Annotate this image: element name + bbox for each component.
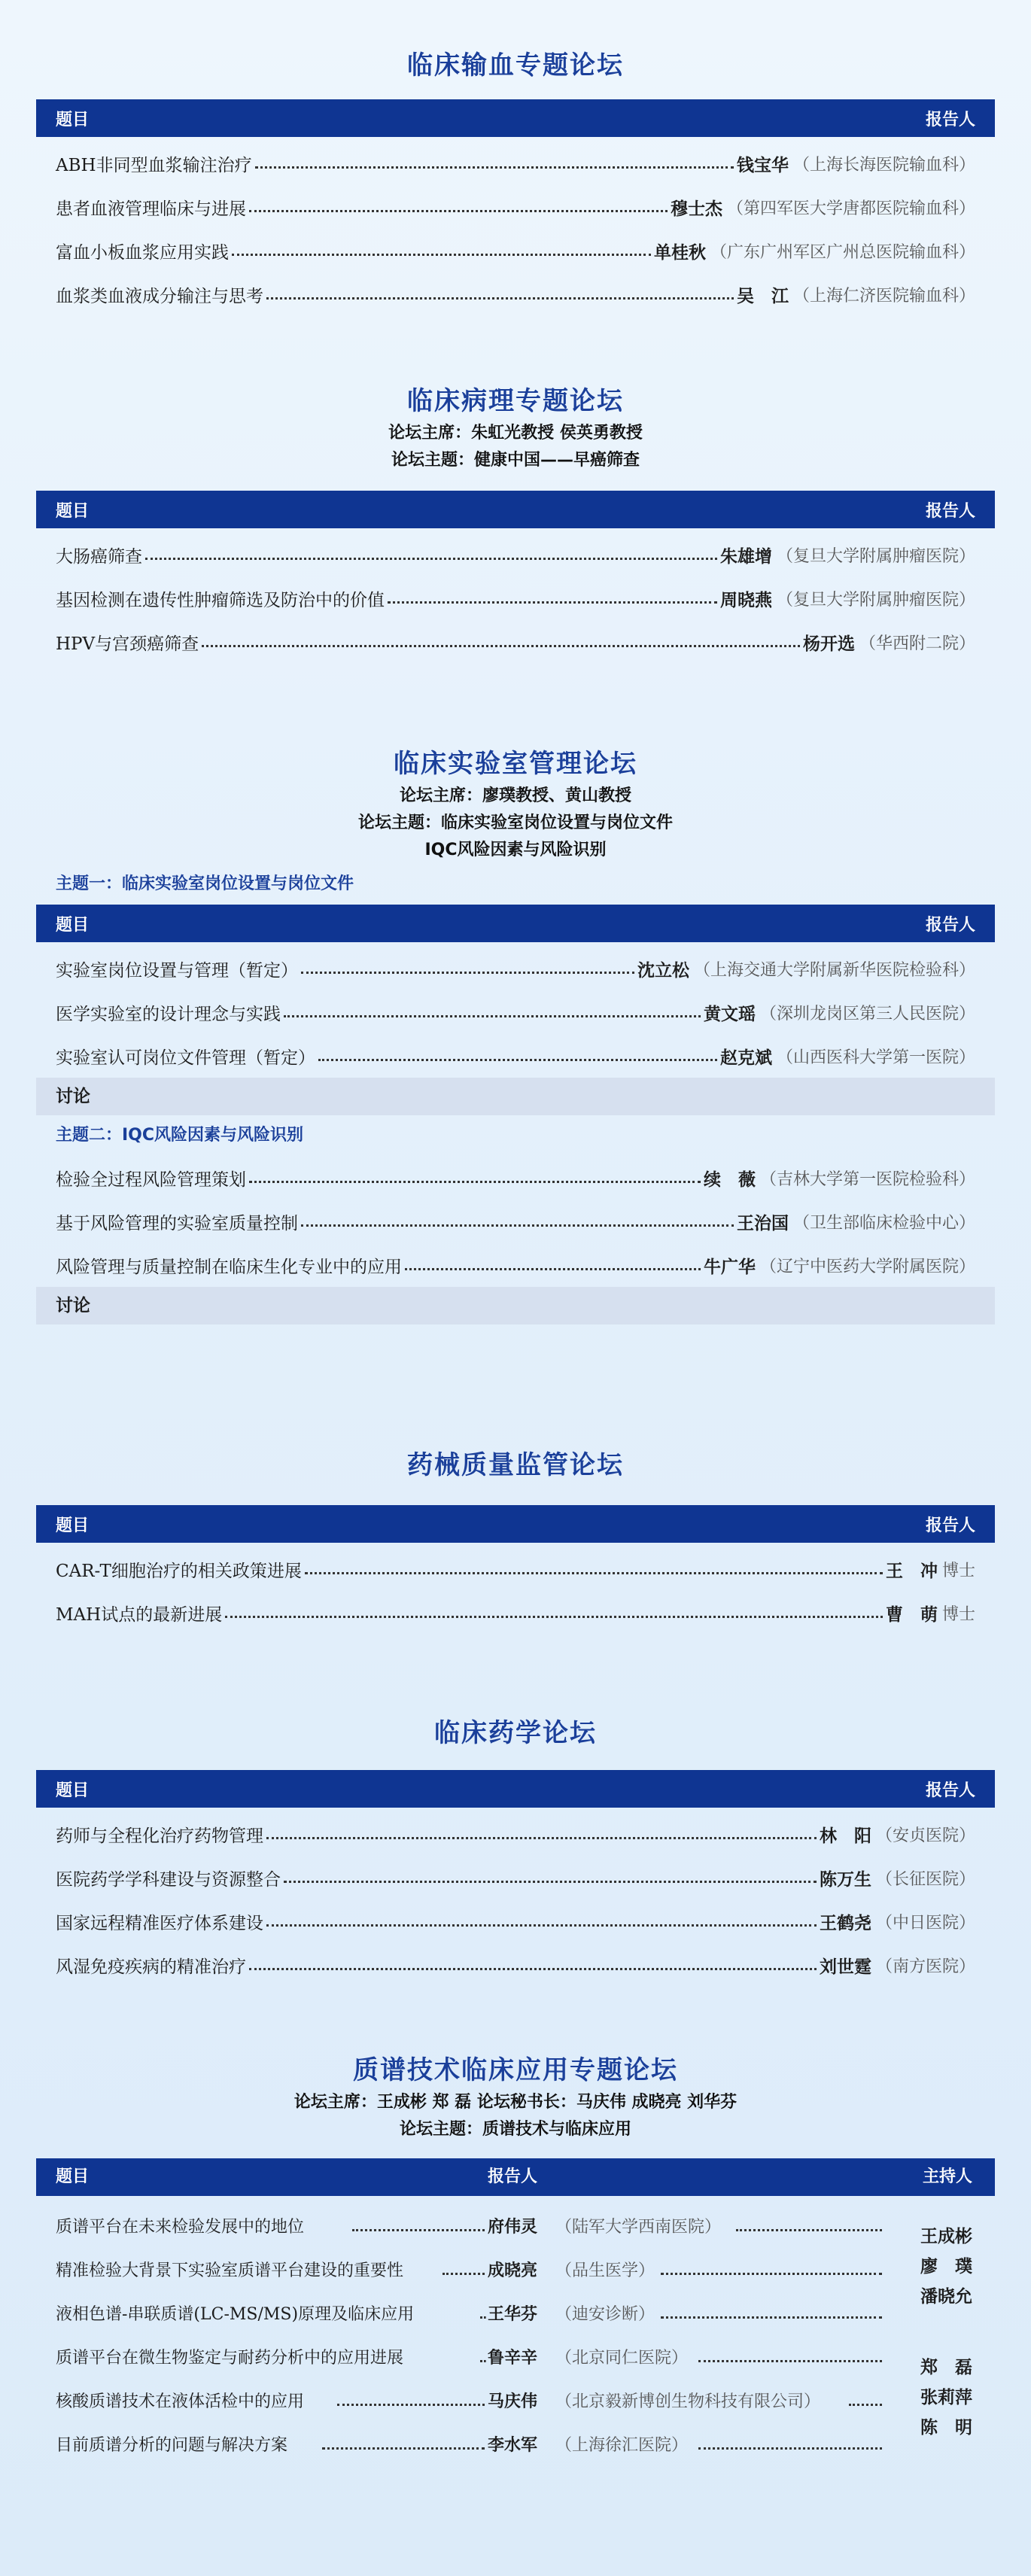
topic: 液相色谱-串联质谱(LC-MS/MS)原理及临床应用 [56,2304,415,2324]
forum-theme: 论坛主题：临床实验室岗位设置与岗位文件 [357,814,673,832]
affiliation: （上海长海医院输血科） [792,155,975,175]
affiliation: （辽宁中医药大学附属医院） [759,1257,975,1276]
affiliation: （中日医院） [875,1913,975,1933]
host-name: 郑 磊 [920,2357,972,2377]
table-header [36,1770,995,1808]
speaker: 周晓燕 [719,589,772,610]
topic: 风险管理与质量控制在临床生化专业中的应用 [56,1257,402,1277]
header-topic: 题目 [56,110,90,129]
host-name: 廖 璞 [920,2256,972,2276]
agenda-row [36,1243,995,1287]
topic: 医院药学学科建设与资源整合 [56,1869,281,1890]
affiliation: （南方医院） [875,1957,975,1976]
speaker: 曹 萌 [885,1604,938,1625]
topic: ABH非同型血浆输注治疗 [56,155,252,175]
affiliation: （华西附二院） [859,634,975,653]
affiliation: （吉林大学第一医院检验科） [759,1169,975,1189]
speaker: 府伟灵 [488,2216,538,2237]
table-header [36,2158,995,2196]
agenda-row [36,1812,995,1856]
leader-dots [405,1268,701,1270]
topic: 精准检验大背景下实验室质谱平台建设的重要性 [56,2261,404,2280]
agenda-row [36,2291,995,2334]
affiliation: 博士 [941,1604,975,1624]
topic: 大肠癌筛查 [56,546,142,567]
speaker: 赵克斌 [719,1047,772,1068]
topic: 富血小板血浆应用实践 [56,242,229,263]
speaker: 刘世霆 [819,1956,871,1977]
affiliation: （北京毅新博创生物科技有限公司） [555,2392,821,2411]
topic: 药师与全程化治疗药物管理 [56,1826,263,1846]
agenda-row [36,1899,995,1943]
leader-dots [266,1837,817,1839]
speaker: 吴 江 [736,285,789,306]
discussion-bar: 讨论 [36,1287,995,1324]
forum-theme: 论坛主题：健康中国——早癌筛查 [391,451,640,470]
leader-dots [284,1881,817,1883]
topic: 患者血液管理临床与进展 [56,199,246,219]
topic: 检验全过程风险管理策划 [56,1169,246,1190]
agenda-row [36,2378,995,2422]
affiliation: （品生医学） [555,2261,655,2280]
topic: 基于风险管理的实验室质量控制 [56,1213,298,1233]
topic: 质谱平台在未来检验发展中的地位 [56,2217,305,2237]
labmgmt-section [36,745,995,1324]
speaker: 陈万生 [819,1869,871,1890]
topic: 风湿免疫疾病的精准治疗 [56,1957,246,1977]
agenda-row [36,1943,995,1987]
affiliation: （上海交通大学附属新华医院检验科） [693,960,975,980]
leader-dots [661,2273,882,2275]
speaker: 牛广华 [703,1256,756,1277]
topic: 实验室认可岗位文件管理（暂定） [56,1048,315,1068]
leader-dots [698,2447,882,2450]
leader-dots [249,1181,701,1183]
header-speaker: 报告人 [925,1516,975,1535]
table-header [36,99,995,137]
speaker: 沈立松 [637,960,689,981]
topic: 医学实验室的设计理念与实践 [56,1004,281,1024]
section-title: 临床实验室管理论坛 [394,749,637,779]
agenda-row [36,272,995,316]
agenda-row [36,620,995,664]
speaker: 鲁辛辛 [488,2347,538,2368]
topic: CAR-T细胞治疗的相关政策进展 [56,1561,302,1581]
topic: 血浆类血液成分输注与思考 [56,286,263,306]
agenda-row [36,229,995,272]
leader-dots [443,2273,485,2275]
agenda-row [36,2334,995,2378]
leader-dots [480,2316,486,2319]
device-section [36,1446,995,1635]
leader-dots [255,166,734,169]
host-name: 陈 明 [920,2417,972,2438]
agenda-row [36,1856,995,1899]
topic: 国家远程精准医疗体系建设 [56,1913,263,1933]
affiliation: （复旦大学附属肿瘤医院） [776,546,975,566]
leader-dots [480,2360,486,2362]
speaker: 单桂秋 [653,242,706,263]
speaker: 穆士杰 [670,198,722,219]
host-name: 王成彬 [920,2226,972,2246]
speaker: 王华芬 [488,2304,538,2324]
leader-dots [322,2447,485,2450]
leader-dots [388,601,717,604]
affiliation: （卫生部临床检验中心） [792,1213,975,1233]
forum-theme: 论坛主题：质谱技术与临床应用 [399,2120,631,2139]
header-speaker: 报告人 [488,2167,538,2186]
leader-dots [266,1924,817,1927]
header-topic: 题目 [56,2167,90,2186]
header-topic: 题目 [56,915,90,935]
speaker: 续 薇 [703,1169,756,1190]
agenda-row [36,1547,995,1591]
leader-dots [318,1059,717,1061]
header-speaker: 报告人 [925,501,975,521]
forum-chair: 论坛主席：廖璞教授、黄山教授 [399,786,631,805]
section-title: 临床输血专题论坛 [407,50,624,81]
speaker: 成晓亮 [488,2260,538,2280]
leader-dots [284,1015,701,1017]
speaker: 王 冲 [885,1560,938,1581]
section-title: 临床药学论坛 [434,1718,597,1748]
topic: 实验室岗位设置与管理（暂定） [56,960,298,981]
table-header [36,491,995,528]
host-group-2 [920,2352,972,2443]
leader-dots [849,2404,882,2406]
speaker: 王鹤尧 [819,1912,871,1933]
transfusion-section [36,47,995,316]
discussion-bar: 讨论 [36,1078,995,1115]
affiliation: （第四军医大学唐都医院输血科） [726,199,975,218]
table-header [36,1505,995,1543]
agenda-row [36,2247,995,2291]
affiliation: （山西医科大学第一医院） [776,1048,975,1067]
leader-dots [202,645,800,647]
leader-dots [301,972,634,974]
agenda-row [36,1034,995,1078]
table-header [36,905,995,942]
affiliation: （长征医院） [875,1869,975,1889]
affiliation: （北京同仁医院） [555,2348,689,2368]
leader-dots [249,1968,817,1970]
agenda-row [36,2422,995,2465]
topic: 核酸质谱技术在液体活检中的应用 [56,2392,305,2411]
speaker: 王治国 [736,1212,789,1233]
host-group-1 [920,2222,972,2312]
affiliation: （迪安诊断） [555,2304,655,2324]
speaker: 李水军 [488,2435,538,2455]
leader-dots [736,2229,882,2231]
topic: 基因检测在遗传性肿瘤筛选及防治中的价值 [56,590,385,610]
forum-chair: 论坛主席：王成彬 郑 磊 论坛秘书长：马庆伟 成晓亮 刘华芬 [293,2093,738,2112]
leader-dots [301,1224,734,1227]
header-host: 主持人 [922,2167,972,2186]
speaker: 杨开选 [802,633,855,654]
host-name: 潘晓允 [920,2286,972,2307]
leader-dots [661,2316,882,2319]
speaker: 林 阳 [819,1825,871,1846]
leader-dots [352,2229,485,2231]
speaker: 黄文瑶 [703,1003,756,1024]
leader-dots [698,2360,882,2362]
affiliation: 博士 [941,1561,975,1580]
topic: 质谱平台在微生物鉴定与耐药分析中的应用进展 [56,2348,404,2368]
header-topic: 题目 [56,501,90,521]
agenda-row [36,185,995,229]
leader-dots [145,558,717,560]
agenda-row [36,990,995,1034]
leader-dots [337,2404,485,2406]
leader-dots [232,254,651,256]
section-title: 药械质量监管论坛 [407,1450,624,1480]
agenda-row [36,1156,995,1200]
affiliation: （上海徐汇医院） [555,2435,689,2455]
header-topic: 题目 [56,1781,90,1800]
leader-dots [225,1616,883,1618]
forum-theme-2: IQC风险因素与风险识别 [424,841,607,859]
affiliation: （复旦大学附属肿瘤医院） [776,590,975,610]
affiliation: （广东广州军区广州总医院输血科） [710,242,975,262]
agenda-row [36,141,995,185]
subtopic-1: 主题一：临床实验室岗位设置与岗位文件 [56,874,354,893]
topic: HPV与宫颈癌筛查 [56,634,199,654]
agenda-row [36,1200,995,1243]
leader-dots [249,210,668,212]
affiliation: （深圳龙岗区第三人民医院） [759,1004,975,1023]
affiliation: （陆军大学西南医院） [555,2217,722,2237]
host-name: 张莉萍 [920,2387,972,2407]
pathology-section [36,382,995,664]
topic: 目前质谱分析的问题与解决方案 [56,2435,288,2455]
header-speaker: 报告人 [925,915,975,935]
agenda-row [36,576,995,620]
topic: MAH试点的最新进展 [56,1604,223,1625]
pharmacy-section [36,1714,995,1987]
leader-dots [305,1572,883,1574]
section-title: 质谱技术临床应用专题论坛 [353,2055,678,2085]
agenda-row [36,533,995,576]
speaker: 朱雄增 [719,546,772,567]
speaker: 马庆伟 [488,2391,538,2411]
agenda-row [36,1591,995,1635]
header-speaker: 报告人 [925,1781,975,1800]
agenda-row [36,947,995,990]
header-speaker: 报告人 [925,110,975,129]
subtopic-2: 主题二：IQC风险因素与风险识别 [56,1126,304,1145]
header-topic: 题目 [56,1516,90,1535]
massspec-section [36,2051,995,2465]
section-title: 临床病理专题论坛 [407,386,624,416]
affiliation: （安贞医院） [875,1826,975,1845]
leader-dots [266,297,734,300]
speaker: 钱宝华 [736,154,789,175]
forum-chair: 论坛主席：朱虹光教授 侯英勇教授 [388,424,643,443]
agenda-row [36,2203,995,2247]
affiliation: （上海仁济医院输血科） [792,286,975,306]
